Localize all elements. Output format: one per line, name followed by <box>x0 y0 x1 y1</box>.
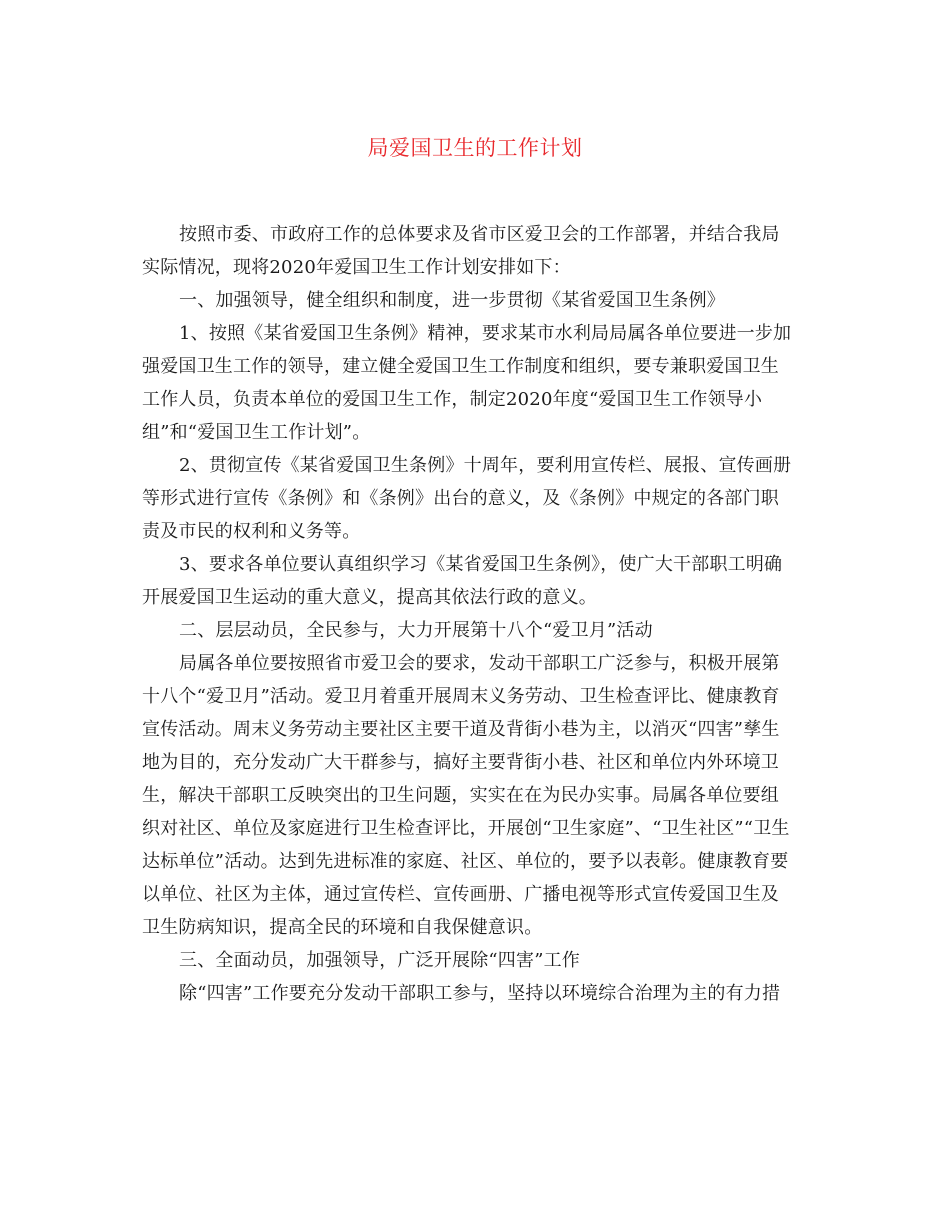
document-line: 地为目的，充分发动广大干群参与，搞好主要背街小巷、社区和单位内外环境卫 <box>142 752 779 773</box>
document-body <box>142 218 802 1010</box>
document-line: 宣传活动。周末义务劳动主要社区主要干道及背街小巷为主，以消灭“四害”孳生 <box>142 719 780 740</box>
document-line: 等形式进行宣传《条例》和《条例》出台的意义，及《条例》中规定的各部门职 <box>142 488 779 509</box>
document-line: 卫生防病知识，提高全民的环境和自我保健意识。 <box>142 917 543 938</box>
document-line: 强爱国卫生工作的领导，建立健全爱国卫生工作制度和组织，要专兼职爱国卫生 <box>142 356 779 377</box>
document-line: 实际情况，现将2020年爱国卫生工作计划安排如下： <box>142 257 571 278</box>
document-line: 二、层层动员，全民参与，大力开展第十八个“爱卫月”活动 <box>179 620 653 641</box>
document-line: 开展爱国卫生运动的重大意义，提高其依法行政的意义。 <box>142 587 597 608</box>
document-line: 除“四害”工作要充分发动干部职工参与，坚持以环境综合治理为主的有力措 <box>179 983 781 1004</box>
document-line: 十八个“爱卫月”活动。爱卫月着重开展周末义务劳动、卫生检查评比、健康教育 <box>142 686 780 707</box>
document-line: 2、贯彻宣传《某省爱国卫生条例》十周年，要利用宣传栏、展报、宣传画册 <box>179 455 792 476</box>
document-line: 组”和“爱国卫生工作计划”。 <box>142 422 371 443</box>
document-line: 三、全面动员，加强领导，广泛开展除“四害”工作 <box>179 950 581 971</box>
document-title: 局爱国卫生的工作计划 <box>367 136 583 160</box>
document-line: 织对社区、单位及家庭进行卫生检查评比，开展创“卫生家庭”、“卫生社区”“卫生 <box>142 818 790 839</box>
document-line: 达标单位”活动。达到先进标准的家庭、社区、单位的，要予以表彰。健康教育要 <box>142 851 789 872</box>
document-line: 以单位、社区为主体，通过宣传栏、宣传画册、广播电视等形式宣传爱国卫生及 <box>142 884 779 905</box>
document-line: 工作人员，负责本单位的爱国卫生工作，制定2020年度“爱国卫生工作领导小 <box>142 389 763 410</box>
document-line: 责及市民的权利和义务等。 <box>142 521 361 542</box>
document-line: 一、加强领导，健全组织和制度，进一步贯彻《某省爱国卫生条例》 <box>179 290 725 311</box>
document-line: 按照市委、市政府工作的总体要求及省市区爱卫会的工作部署，并结合我局 <box>179 224 780 245</box>
document-line: 局属各单位要按照省市爱卫会的要求，发动干部职工广泛参与，积极开展第 <box>179 653 780 674</box>
document-line: 3、要求各单位要认真组织学习《某省爱国卫生条例》，使广大干部职工明确 <box>179 554 783 575</box>
document-line: 生，解决干部职工反映突出的卫生问题，实实在在为民办实事。局属各单位要组 <box>142 785 779 806</box>
document-line: 1、按照《某省爱国卫生条例》精神，要求某市水利局局属各单位要进一步加 <box>179 323 792 344</box>
